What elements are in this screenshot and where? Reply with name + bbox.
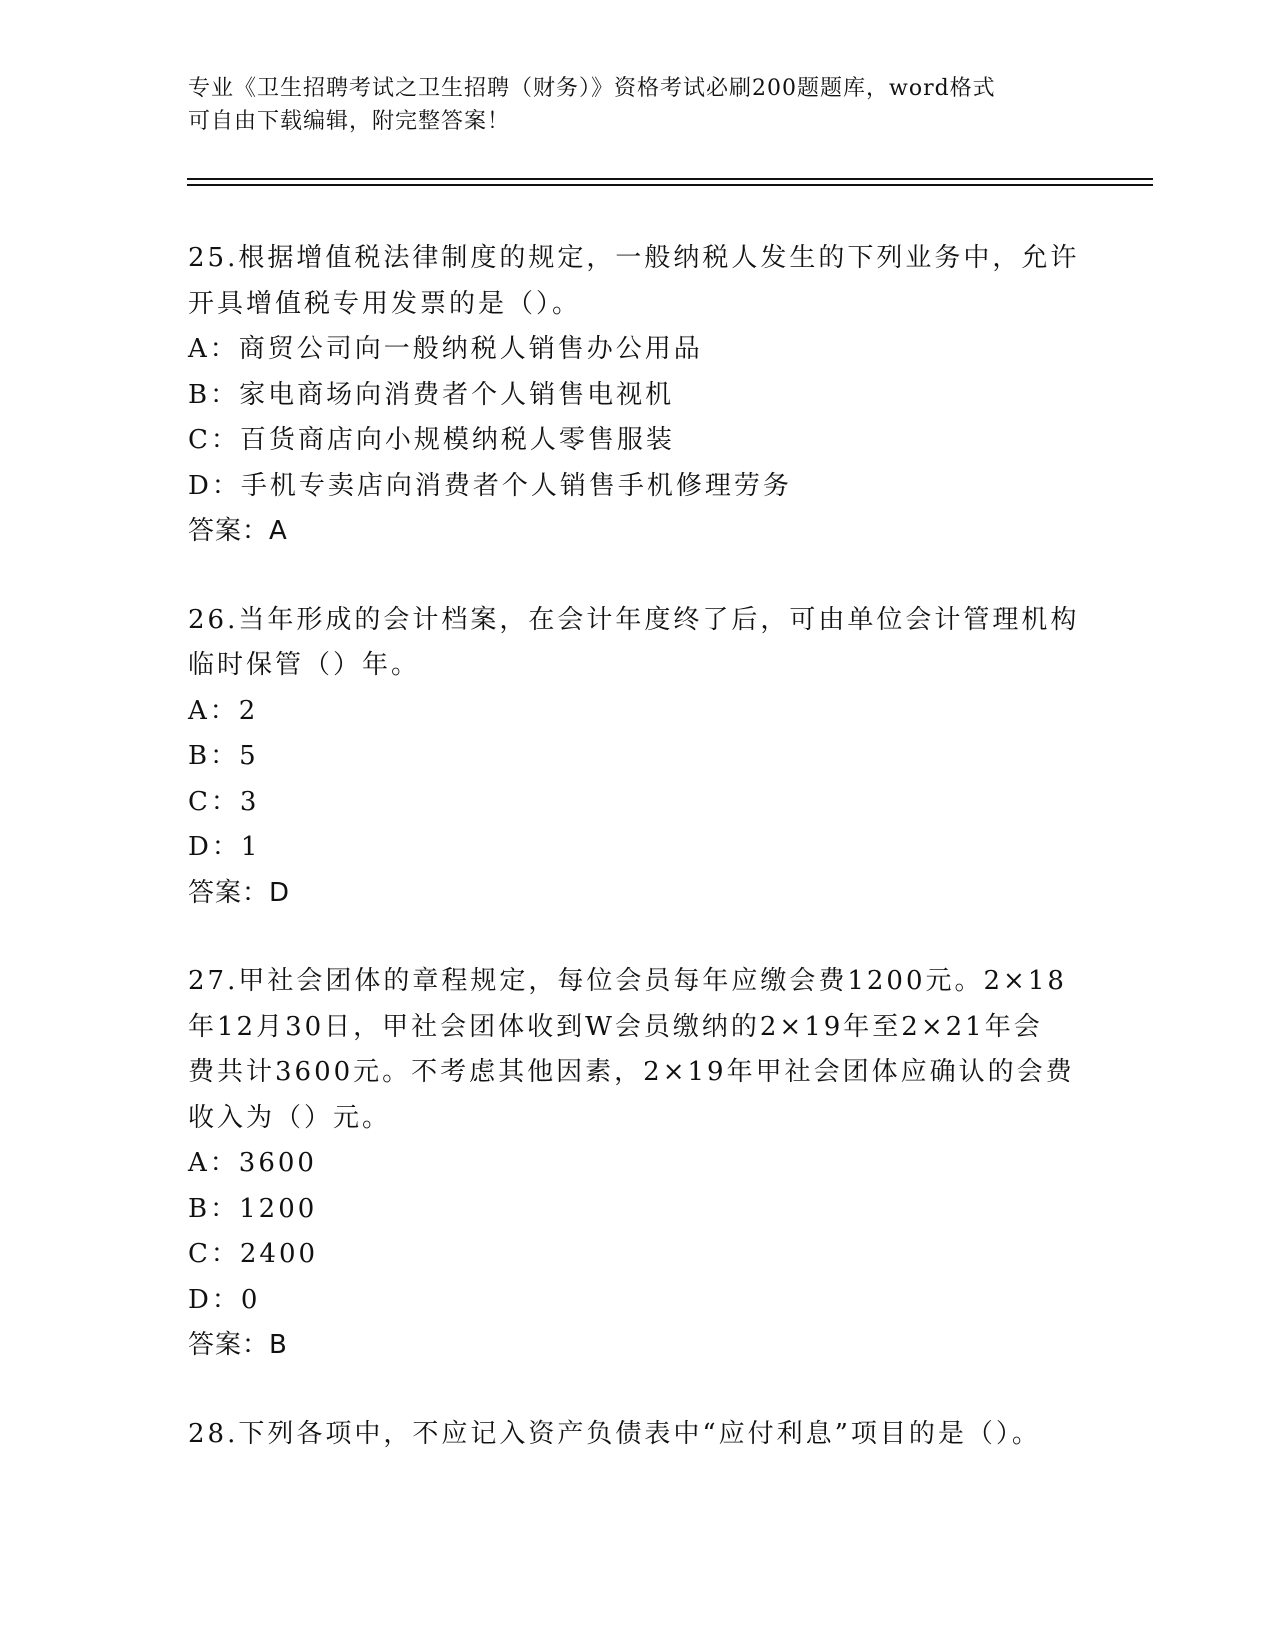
header-line-1: 专业《卫生招聘考试之卫生招聘（财务）》资格考试必刷200题题库，word格式 [188, 76, 996, 101]
option-c: C：2400 [188, 1239, 319, 1269]
answer-line: 答案：D [188, 877, 291, 908]
question-stem-line: 25.根据增值税法律制度的规定，一般纳税人发生的下列业务中，允许 [188, 243, 1080, 273]
option-b: B：5 [188, 741, 259, 771]
header-divider-bottom [187, 184, 1153, 186]
question-stem-line: 28.下列各项中，不应记入资产负债表中“应付利息”项目的是（）。 [188, 1418, 1041, 1449]
question-25 [188, 236, 1088, 555]
option-d: D：0 [188, 1284, 261, 1315]
option-a: A：3600 [188, 1148, 317, 1178]
option-a: A：2 [188, 695, 259, 726]
question-stem-line: 收入为（）元。 [188, 1102, 392, 1133]
question-stem-line: 开具增值税专用发票的是（）。 [188, 288, 582, 319]
question-stem-line: 26.当年形成的会计档案，在会计年度终了后，可由单位会计管理机构 [188, 604, 1080, 635]
option-d: D：手机专卖店向消费者个人销售手机修理劳务 [188, 470, 792, 501]
header-divider-top [187, 178, 1153, 180]
question-stem-line: 27.甲社会团体的章程规定，每位会员每年应缴会费1200元。2×18 [188, 966, 1067, 996]
option-c: C：百货商店向小规模纳税人零售服装 [188, 425, 675, 455]
question-stem-line: 临时保管（）年。 [188, 650, 421, 680]
header-line-2: 可自由下载编辑，附完整答案！ [188, 109, 511, 134]
answer-line: 答案：A [188, 516, 288, 546]
document-header [188, 72, 1088, 138]
option-b: B：1200 [188, 1193, 318, 1224]
option-d: D：1 [188, 832, 261, 862]
question-27 [188, 959, 1088, 1369]
question-list [188, 236, 1088, 1500]
option-c: C：3 [188, 786, 260, 817]
option-a: A：商贸公司向一般纳税人销售办公用品 [188, 334, 703, 364]
option-b: B：家电商场向消费者个人销售电视机 [188, 379, 675, 410]
answer-line: 答案：B [188, 1330, 288, 1360]
question-stem-line: 年12月30日，甲社会团体收到W会员缴纳的2×19年至2×21年会 [188, 1011, 1043, 1042]
question-26 [188, 598, 1088, 917]
question-28 [188, 1412, 1088, 1458]
question-stem-line: 费共计3600元。不考虑其他因素，2×19年甲社会团体应确认的会费 [188, 1057, 1075, 1087]
